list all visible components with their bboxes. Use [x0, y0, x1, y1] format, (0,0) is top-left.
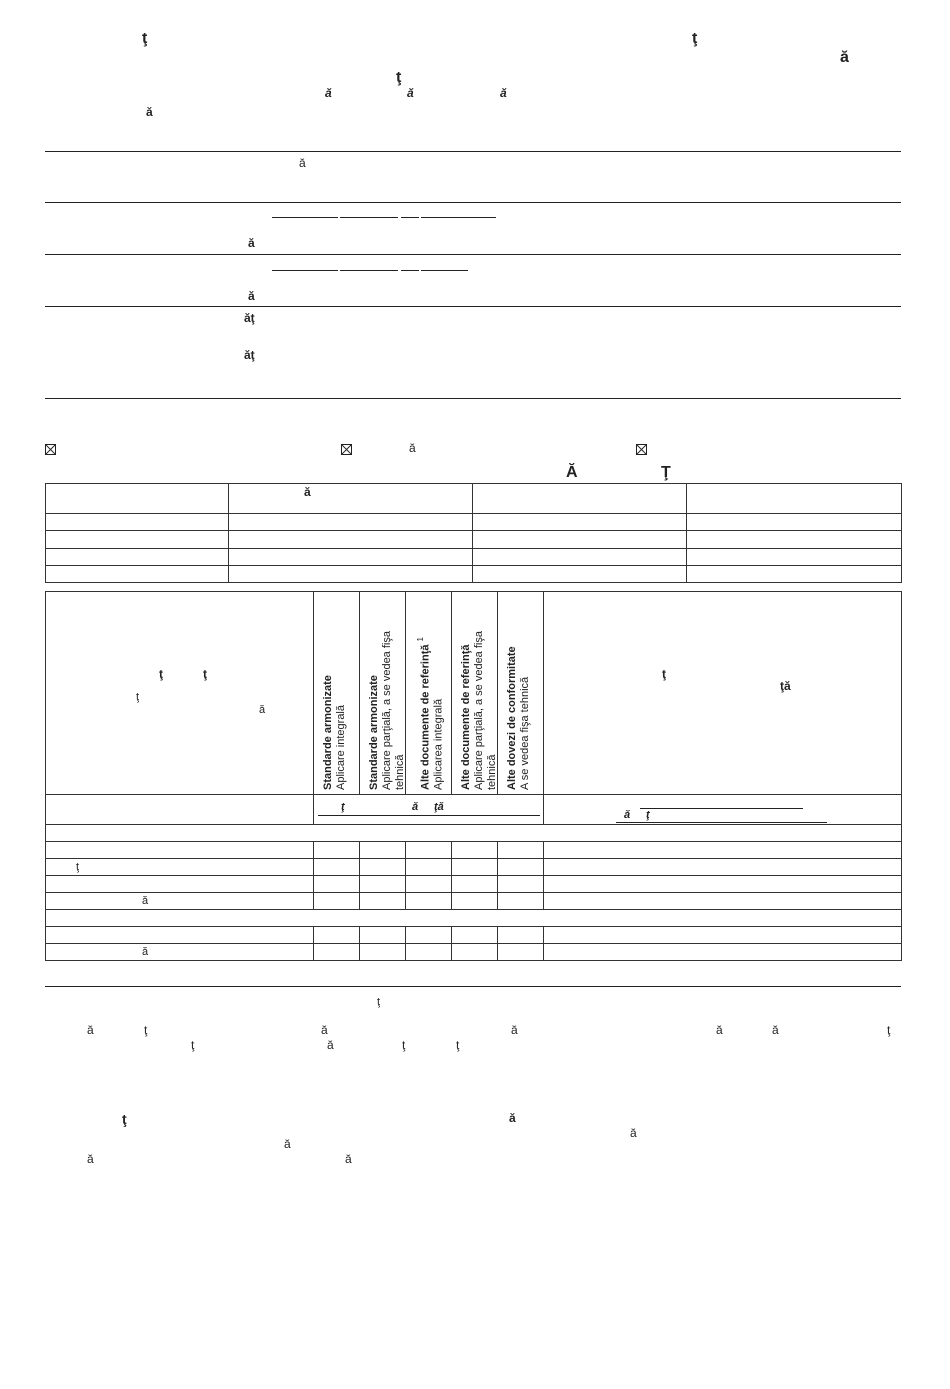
- notes-header: [544, 592, 902, 795]
- text-fragment: ţ: [662, 667, 666, 681]
- table-cell: [46, 795, 314, 825]
- text-fragment: ăţ: [244, 311, 255, 325]
- table-cell[interactable]: [544, 859, 902, 876]
- text-fragment: ţ: [646, 809, 650, 821]
- checkbox-icon[interactable]: [341, 444, 352, 455]
- text-fragment: ţ: [142, 30, 148, 47]
- text-fragment: ăţ: [244, 348, 255, 362]
- column-header: [506, 600, 532, 790]
- text-fragment: ă: [630, 1126, 637, 1140]
- text-fragment: ă: [772, 1023, 779, 1037]
- text-fragment: ă: [511, 1023, 518, 1037]
- table-cell[interactable]: [46, 927, 314, 944]
- text-fragment: ă: [716, 1023, 723, 1037]
- table-cell[interactable]: [498, 876, 544, 893]
- table-cell[interactable]: [314, 842, 360, 859]
- group-row[interactable]: [46, 825, 902, 842]
- date-field-line[interactable]: [340, 270, 398, 271]
- conformity-table: [45, 591, 902, 961]
- text-fragment: Ţ: [661, 464, 671, 481]
- text-fragment: ă: [327, 1038, 334, 1052]
- table-cell[interactable]: [406, 944, 452, 961]
- table-row[interactable]: [46, 876, 902, 893]
- table-cell: [314, 795, 544, 825]
- table-subheader-row: [46, 795, 902, 825]
- divider: [45, 306, 901, 307]
- table-cell[interactable]: [406, 859, 452, 876]
- text-fragment: ă: [412, 801, 419, 813]
- table-row[interactable]: [46, 893, 902, 910]
- text-fragment: ă: [345, 1152, 352, 1166]
- table-cell[interactable]: [314, 927, 360, 944]
- table-cell[interactable]: [360, 842, 406, 859]
- column-subtitle: Aplicare parţială, a se vedea fişa tehnică: [473, 631, 498, 790]
- table-cell[interactable]: [498, 842, 544, 859]
- text-fragment: ţă: [434, 801, 444, 813]
- text-fragment: ţ: [887, 1023, 891, 1037]
- column-header: [322, 600, 348, 790]
- column-subtitle: Aplicare parţială, a se vedea fişa tehnică: [381, 631, 406, 790]
- text-fragment: ă: [87, 1152, 94, 1166]
- text-fragment: ă: [840, 49, 849, 66]
- table-cell[interactable]: [452, 893, 498, 910]
- table-cell[interactable]: [498, 893, 544, 910]
- table-cell[interactable]: [360, 944, 406, 961]
- column-title: Alte documente de referinţă: [419, 644, 432, 790]
- divider: [45, 151, 901, 152]
- table-cell[interactable]: [544, 893, 902, 910]
- table-cell[interactable]: [498, 859, 544, 876]
- table-cell[interactable]: [314, 893, 360, 910]
- divider: [45, 986, 901, 987]
- date-field-line[interactable]: [421, 217, 496, 218]
- text-fragment: ă: [500, 86, 507, 100]
- date-field-line[interactable]: [272, 217, 338, 218]
- column-header: [460, 600, 499, 790]
- row-label: ţ: [76, 861, 80, 873]
- table-cell[interactable]: [46, 859, 314, 876]
- column-header-cell: [452, 592, 498, 795]
- column-header-cell: [406, 592, 452, 795]
- requirements-header: [46, 592, 314, 795]
- column-subtitle: A se vedea fişa tehnică: [519, 676, 531, 790]
- table-header-cell: [229, 484, 473, 514]
- text-fragment: ă: [259, 704, 266, 716]
- table-cell[interactable]: [314, 859, 360, 876]
- table-cell[interactable]: [406, 876, 452, 893]
- text-fragment: ţ: [402, 1038, 406, 1052]
- table-header-cell: [473, 484, 687, 514]
- date-field-line[interactable]: [272, 270, 338, 271]
- column-header: [414, 600, 446, 790]
- table-cell[interactable]: [406, 893, 452, 910]
- table-header-row: [46, 592, 902, 795]
- column-header: [368, 600, 407, 790]
- table-cell[interactable]: [46, 893, 314, 910]
- date-field-line[interactable]: [401, 270, 419, 271]
- table-cell[interactable]: [360, 927, 406, 944]
- text-fragment: ţ: [144, 1023, 148, 1037]
- table-cell[interactable]: [498, 927, 544, 944]
- text-fragment: ţă: [780, 679, 791, 693]
- row-label: ă: [142, 895, 149, 907]
- date-field-line[interactable]: [421, 270, 468, 271]
- row-label: ă: [142, 946, 149, 958]
- divider: [45, 254, 901, 255]
- table-cell[interactable]: [314, 944, 360, 961]
- column-title: Alte dovezi de conformitate: [506, 646, 518, 790]
- text-fragment: ţ: [203, 667, 207, 681]
- text-fragment: ă: [299, 156, 306, 170]
- table-cell[interactable]: [46, 876, 314, 893]
- table-row[interactable]: [46, 859, 902, 876]
- table-cell[interactable]: [452, 859, 498, 876]
- table-cell[interactable]: [46, 944, 314, 961]
- text-fragment: ţ: [692, 30, 698, 47]
- text-fragment: ţ: [396, 69, 402, 86]
- checkbox-icon[interactable]: [45, 444, 56, 455]
- table-cell[interactable]: [452, 876, 498, 893]
- table-cell[interactable]: [544, 944, 902, 961]
- table-cell[interactable]: [452, 927, 498, 944]
- text-fragment: ă: [407, 86, 414, 100]
- date-field-line[interactable]: [340, 217, 398, 218]
- table-cell[interactable]: [360, 893, 406, 910]
- date-field-line[interactable]: [401, 217, 419, 218]
- text-fragment: ţ: [456, 1038, 460, 1052]
- column-header-cell: [314, 592, 360, 795]
- checkbox-icon[interactable]: [636, 444, 647, 455]
- products-table: [45, 483, 902, 583]
- text-fragment: ţ: [136, 691, 140, 703]
- text-fragment: ă: [146, 105, 153, 119]
- table-cell[interactable]: [544, 842, 902, 859]
- table-cell[interactable]: [452, 842, 498, 859]
- table-cell[interactable]: [452, 944, 498, 961]
- table-row[interactable]: [46, 565, 902, 582]
- text-fragment: ţ: [341, 801, 345, 813]
- text-fragment: ţ: [377, 996, 381, 1008]
- table-row[interactable]: [46, 927, 902, 944]
- text-fragment: ţ: [122, 1111, 127, 1127]
- column-header-cell: [498, 592, 544, 795]
- table-cell[interactable]: [46, 842, 314, 859]
- column-header-cell: [360, 592, 406, 795]
- text-fragment: ţ: [159, 667, 163, 681]
- table-header-cell: [687, 484, 902, 514]
- table-cell[interactable]: [360, 876, 406, 893]
- group-row[interactable]: [46, 910, 902, 927]
- table-cell[interactable]: [544, 876, 902, 893]
- table-row[interactable]: [46, 514, 902, 531]
- table-row[interactable]: [46, 944, 902, 961]
- text-fragment: ă: [248, 289, 255, 303]
- table-row[interactable]: [46, 842, 902, 859]
- table-cell[interactable]: [360, 859, 406, 876]
- text-fragment: ă: [248, 236, 255, 250]
- column-subtitle: Aplicare integrală: [335, 705, 347, 790]
- divider: [45, 398, 901, 399]
- divider: [45, 202, 901, 203]
- table-cell[interactable]: [544, 927, 902, 944]
- text-fragment: Ă: [566, 464, 578, 481]
- column-title: Standarde armonizate: [322, 675, 334, 790]
- text-fragment: ă: [321, 1023, 328, 1037]
- column-title: Standarde armonizate: [368, 675, 380, 790]
- table-row[interactable]: [46, 531, 902, 548]
- header-label: ă: [304, 485, 311, 499]
- text-fragment: ă: [624, 809, 631, 821]
- column-title: Alte documente de referinţă: [460, 644, 472, 790]
- table-cell[interactable]: [498, 944, 544, 961]
- text-fragment: ă: [409, 441, 416, 455]
- column-subtitle: Aplicarea integrală: [432, 698, 445, 790]
- footnote-marker: 1: [416, 637, 425, 642]
- text-fragment: ă: [325, 86, 332, 100]
- table-row[interactable]: [46, 548, 902, 565]
- table-cell: [544, 795, 902, 825]
- text-fragment: ă: [87, 1023, 94, 1037]
- table-header-cell: [46, 484, 229, 514]
- table-cell[interactable]: [406, 927, 452, 944]
- text-fragment: ă: [284, 1137, 291, 1151]
- table-cell[interactable]: [406, 842, 452, 859]
- table-cell[interactable]: [314, 876, 360, 893]
- text-fragment: ţ: [191, 1038, 195, 1052]
- text-fragment: ă: [509, 1111, 516, 1125]
